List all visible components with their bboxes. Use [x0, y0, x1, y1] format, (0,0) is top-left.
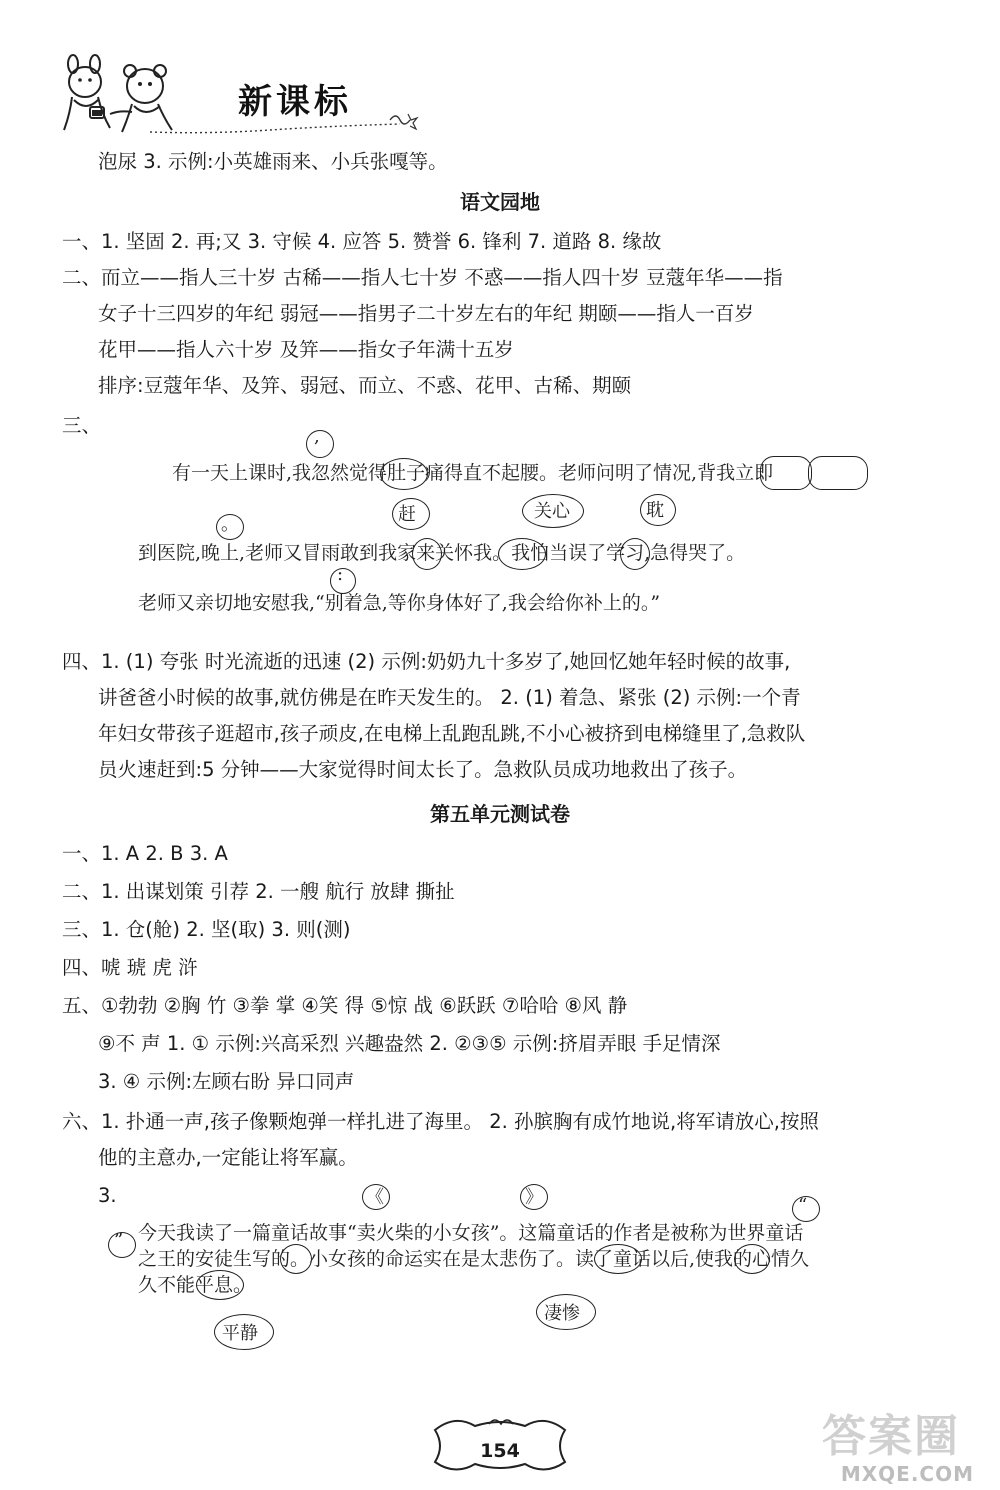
correction-circle — [306, 430, 334, 458]
s1-q4-line2: 讲爸爸小时候的故事,就仿佛是在昨天发生的。 2. (1) 着急、紧张 (2) 示例:一个青 — [98, 686, 801, 709]
intro-line: 泡尿 3. 示例:小英雄雨来、小兵张嘎等。 — [98, 150, 448, 173]
s2-q6-line2: 他的主意办,一定能让将军赢。 — [98, 1146, 358, 1169]
correction-box — [808, 456, 868, 490]
correction-circle — [412, 538, 442, 570]
correction-fix-dan: 耽 — [646, 500, 664, 521]
s2-q5-line2: ⑨不 声 1. ① 示例:兴高采烈 兴趣盎然 2. ②③⑤ 示例:挤眉弄眼 手足情深 — [98, 1032, 721, 1055]
page-number: 154 — [480, 1440, 520, 1462]
s1-q4-line1: 四、1. (1) 夸张 时光流逝的迅速 (2) 示例:奶奶九十多岁了,她回忆她年轻时候的故事, — [62, 650, 791, 673]
correction-circle — [196, 1270, 244, 1300]
correction-fix-pingjing: 平静 — [222, 1323, 258, 1344]
s2-q5-line3: 3. ④ 示例:左顾右盼 异口同声 — [98, 1070, 355, 1093]
correction-circle — [498, 538, 546, 570]
correction-circle — [734, 1244, 770, 1274]
s2-q1: 一、1. A 2. B 3. A — [62, 842, 228, 865]
correction-circle — [380, 458, 428, 490]
correction-mark-colon: : — [337, 564, 344, 585]
correction-mark-quote: ” — [114, 1230, 124, 1251]
correction-line-2: 之王的安徒生写的。小女孩的命运实在是太悲伤了。读了童话以后,使我的心情久 — [138, 1248, 810, 1270]
s1-q1: 一、1. 坚固 2. 再;又 3. 守候 4. 应答 5. 赞誉 6. 锋利 7. 道路 8. 缘故 — [62, 230, 662, 253]
section-title-unit5-test: 第五单元测试卷 — [430, 802, 570, 826]
correction-mark-open-quote: 《 — [366, 1187, 384, 1208]
section-title-yuwen-yuandi: 语文园地 — [460, 190, 540, 214]
correction-circle — [280, 1244, 312, 1274]
correction-mark-period: 。 — [221, 514, 239, 535]
s1-q3-label: 三、 — [62, 414, 102, 437]
correction-circle — [594, 1244, 642, 1274]
correction-fix-gan: 赶 — [398, 504, 416, 525]
watermark-site: MXQE.COM — [840, 1462, 974, 1486]
s2-q2: 二、1. 出谋划策 引荐 2. 一艘 航行 放肆 撕扯 — [62, 880, 455, 903]
s2-q6-line1: 六、1. 扑通一声,孩子像颗炮弹一样扎进了海里。 2. 孙膑胸有成竹地说,将军请放心,按照 — [62, 1110, 819, 1133]
watermark-logo-text: 答案圈 — [822, 1411, 960, 1462]
correction-mark-quote: “ — [798, 1195, 808, 1216]
brand-title: 新课标 — [238, 82, 352, 122]
correction-box — [760, 456, 812, 490]
correction-line-1: 有一天上课时,我忽然觉得肚子痛得直不起腰。老师问明了情况,背我立即 — [172, 462, 774, 484]
correction-fix-qican: 凄惨 — [544, 1303, 580, 1324]
correction-circle — [620, 538, 650, 570]
correction-line-1: 今天我读了一篇童话故事“卖火柴的小女孩”。这篇童话的作者是被称为世界童话 — [138, 1222, 804, 1244]
correction-line-3: 老师又亲切地安慰我,“别着急,等你身体好了,我会给你补上的。” — [138, 592, 661, 614]
correction-line-2: 到医院,晚上,老师又冒雨敢到我家来关怀我。我怕当误了学习,急得哭了。 — [138, 542, 746, 564]
s1-q2-line2: 女子十三四岁的年纪 弱冠——指男子二十岁左右的年纪 期颐——指人一百岁 — [98, 302, 754, 325]
s1-q2-line3: 花甲——指人六十岁 及笄——指女子年满十五岁 — [98, 338, 514, 361]
s1-q4-line4: 员火速赶到:5 分钟——大家觉得时间太长了。急救队员成功地救出了孩子。 — [98, 758, 748, 781]
correction-mark-comma: , — [314, 426, 320, 447]
correction-mark-close-quote: 》 — [525, 1187, 543, 1208]
s2-q6-3-label: 3. — [98, 1184, 117, 1207]
s2-q4: 四、唬 琥 虎 浒 — [62, 956, 198, 979]
correction-line-3: 久不能平息。 — [138, 1274, 253, 1296]
s1-q2-sequence: 排序:豆蔻年华、及笄、弱冠、而立、不惑、花甲、古稀、期颐 — [98, 374, 632, 397]
decorative-dotted-line — [150, 110, 420, 140]
s2-q3: 三、1. 仓(舱) 2. 坚(取) 3. 则(测) — [62, 918, 351, 941]
s1-q4-line3: 年妇女带孩子逛超市,孩子顽皮,在电梯上乱跑乱跳,不小心被挤到电梯缝里了,急救队 — [98, 722, 806, 745]
correction-fix-guanxin: 关心 — [534, 501, 570, 522]
s2-q5-line1: 五、①勃勃 ②胸 竹 ③拳 掌 ④笑 得 ⑤惊 战 ⑥跃跃 ⑦哈哈 ⑧风 静 — [62, 994, 628, 1017]
s1-q2-line1: 二、而立——指人三十岁 古稀——指人七十岁 不惑——指人四十岁 豆蔻年华——指 — [62, 266, 783, 289]
